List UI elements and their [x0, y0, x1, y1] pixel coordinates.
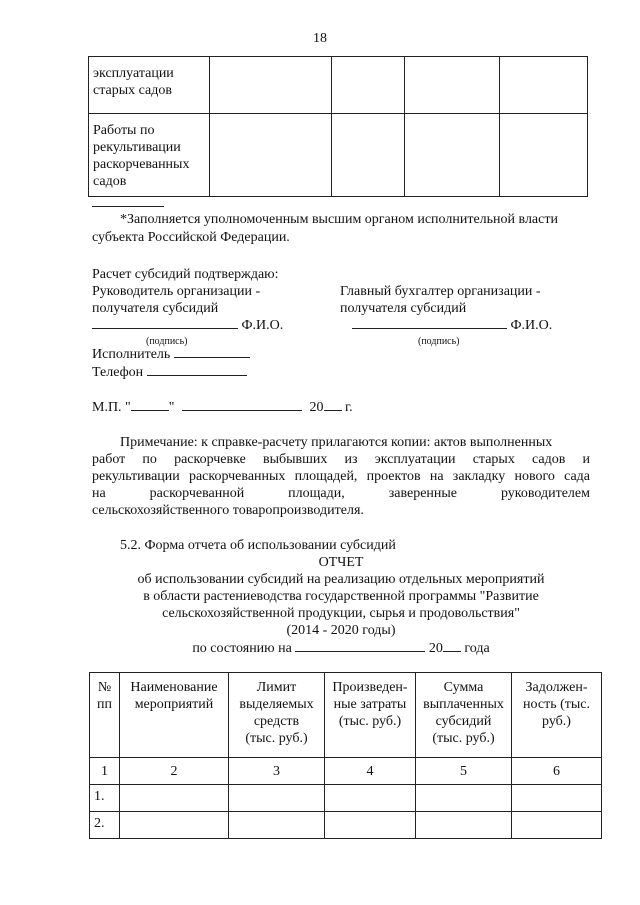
table-row	[90, 785, 602, 812]
footnote-line-2: субъекта Российской Федерации.	[92, 230, 290, 245]
phone-label: Телефон	[92, 365, 144, 380]
table-cell	[512, 785, 602, 812]
report-subtitle-2: в области растениеводства государственной программы "Развитие	[143, 589, 539, 604]
column-number: 3	[229, 758, 325, 785]
note-line-3: рекультивации раскорчеванных площадей, проектов на закладку нового сада	[92, 469, 590, 484]
left-fio-label: Ф.И.О.	[241, 318, 284, 333]
signature-blank	[92, 316, 238, 329]
table-cell	[210, 114, 332, 197]
section-heading: 5.2. Форма отчета об использовании субсидий	[120, 538, 396, 553]
column-number: 2	[120, 758, 229, 785]
table-cell	[416, 812, 512, 839]
report-table	[89, 672, 602, 839]
table-cell	[229, 785, 325, 812]
header-cell-expenses: Произведен- ные затраты (тыс. руб.)	[325, 673, 416, 758]
table-cell	[512, 812, 602, 839]
report-subtitle-1: об использовании субсидий на реализацию отдельных мероприятий	[137, 572, 545, 587]
table-row	[89, 57, 588, 114]
header-cell-paid: Сумма выплаченных субсидий (тыс. руб.)	[416, 673, 512, 758]
footnote-line-1: *Заполняется уполномоченным высшим органом исполнительной власти	[120, 212, 558, 227]
table-cell	[405, 114, 500, 197]
month-blank	[182, 398, 302, 411]
note-line-2: работ по раскорчевке выбывших из эксплуатации старых садов и	[92, 452, 590, 467]
executor-line	[92, 345, 250, 363]
table-cell	[325, 785, 416, 812]
note-line-5: сельскохозяйственного товаропроизводителя.	[92, 503, 364, 518]
table-cell	[405, 57, 500, 114]
top-table	[88, 56, 588, 197]
right-signatory-title-1: Главный бухгалтер организации -	[340, 284, 541, 299]
table-row	[90, 812, 602, 839]
table-cell	[332, 57, 405, 114]
note-line-1: Примечание: к справке-расчету прилагаются копии: актов выполненных	[120, 435, 553, 450]
stamp-date-line: М.П. " " 20 г.	[92, 400, 353, 415]
stamp-label: М.П. "	[92, 400, 131, 415]
left-signatory-title-2: получателя субсидий	[92, 301, 219, 316]
year-suffix: г.	[345, 400, 353, 415]
table-cell	[416, 785, 512, 812]
signature-blank	[352, 316, 507, 329]
report-asof-line	[0, 639, 640, 657]
report-title: ОТЧЕТ	[318, 555, 364, 570]
column-number-row	[90, 758, 602, 785]
table-cell	[325, 812, 416, 839]
column-number: 4	[325, 758, 416, 785]
right-signature-line	[352, 316, 552, 334]
executor-blank	[174, 345, 250, 358]
phone-line	[92, 363, 247, 381]
row-number: 1.	[90, 785, 120, 812]
table-row	[89, 114, 588, 197]
report-subtitle-4: (2014 - 2020 годы)	[286, 623, 396, 638]
asof-date-blank	[295, 639, 425, 652]
left-signature-line	[92, 316, 283, 334]
table-cell	[210, 57, 332, 114]
asof-year-suffix: года	[464, 641, 490, 656]
phone-blank	[147, 363, 247, 376]
table-header-row	[90, 673, 602, 758]
day-blank	[131, 398, 169, 411]
header-cell-number: № пп	[90, 673, 120, 758]
left-signatory-title-1: Руководитель организации -	[92, 284, 261, 299]
table-cell	[500, 57, 588, 114]
header-cell-name: Наименование мероприятий	[120, 673, 229, 758]
table-cell	[500, 114, 588, 197]
table-cell	[120, 812, 229, 839]
header-cell-debt: Задолжен- ность (тыс. руб.)	[512, 673, 602, 758]
executor-label: Исполнитель	[92, 347, 171, 362]
confirm-label: Расчет субсидий подтверждаю:	[92, 267, 279, 282]
note-line-4: на раскорчеванной площади, заверенные руководителем	[92, 486, 590, 501]
table-cell	[120, 785, 229, 812]
year-blank	[324, 398, 342, 411]
year-prefix: 20	[309, 400, 324, 415]
right-fio-label: Ф.И.О.	[510, 318, 553, 333]
table-cell	[332, 114, 405, 197]
asof-year-prefix: 20	[428, 641, 443, 656]
table-cell-label: эксплуатации старых садов	[89, 57, 210, 114]
column-number: 1	[90, 758, 120, 785]
row-number: 2.	[90, 812, 120, 839]
header-cell-limit: Лимит выделяемых средств (тыс. руб.)	[229, 673, 325, 758]
asof-label: по состоянию на	[192, 641, 292, 656]
report-subtitle-3: сельскохозяйственной продукции, сырья и продовольствия"	[162, 606, 520, 621]
right-signatory-title-2: получателя субсидий	[340, 301, 467, 316]
column-number: 5	[416, 758, 512, 785]
asof-year-blank	[443, 639, 461, 652]
left-signature-caption: (подпись)	[146, 336, 188, 347]
column-number: 6	[512, 758, 602, 785]
table-cell-label: Работы по рекультивации раскорчеванных садов	[89, 114, 210, 197]
page-number: 18	[313, 31, 327, 46]
right-signature-caption: (подпись)	[418, 336, 460, 347]
table-cell	[229, 812, 325, 839]
footnote-separator	[92, 206, 164, 207]
